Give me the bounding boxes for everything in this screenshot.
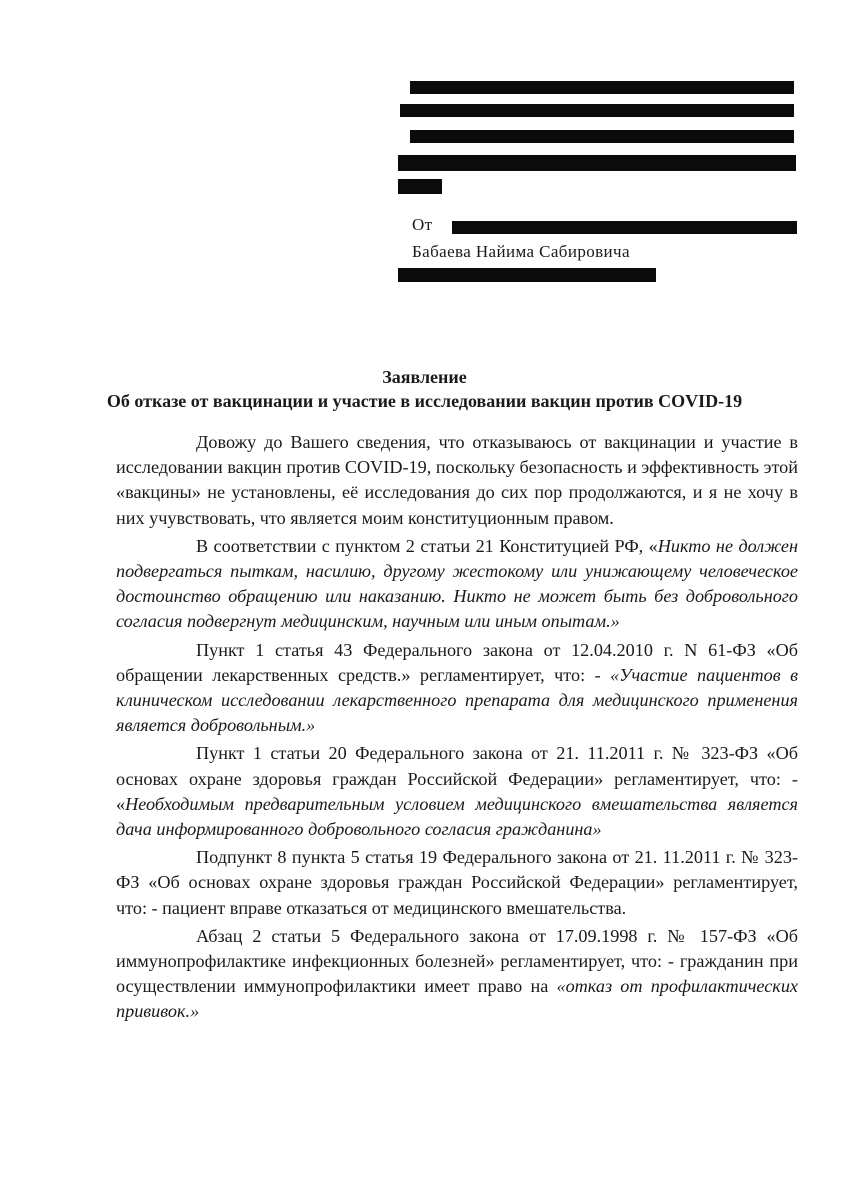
paragraph-quote: «Участие пациентов в клиническом исследовании лекарственного препарата для медицинского применения является добровольным.»: [116, 664, 798, 736]
document-subtitle: Об отказе от вакцинации и участие в исследовании вакцин против COVID-19: [106, 391, 743, 411]
redaction-bar: [410, 130, 794, 143]
document-title: Заявление: [382, 367, 467, 387]
redaction-bar: [398, 179, 442, 194]
from-line: [412, 215, 433, 235]
paragraph-text: Пункт 1 статья 43 Федерального закона от 12.04.2010 г. N 61-ФЗ «Об обращении лекарственных средств.» регламентирует, что: -: [116, 639, 798, 685]
paragraph-text: Абзац 2 статьи 5 Федерального закона от 17.09.1998 г. № 157-ФЗ «Об иммунопрофилактике инфекционных болезней» регламентирует, что: - гражданин при осуществлении иммунопрофилактики имеет право на: [116, 925, 798, 997]
redaction-bar: [400, 104, 794, 117]
sender-name: Бабаева Найима Сабировича: [412, 242, 630, 261]
paragraph-text: Пункт 1 статьи 20 Федерального закона от 21. 11.2011 г. № 323-ФЗ «Об основах охране здоровья граждан Российской Федерации» регламентирует, что: - «: [116, 743, 798, 814]
paragraph: [116, 638, 798, 739]
paragraph: [116, 741, 798, 842]
paragraph: [116, 430, 798, 531]
redaction-bar: [410, 81, 794, 94]
paragraph-quote: «отказ от профилактических прививок.»: [116, 976, 798, 1022]
paragraph-quote: Никто не должен подвергаться пыткам, насилию, другому жестокому или унижающему человеческое достоинство обращению или наказанию. Никто не может быть без добровольного согласия подвергнут медицинским, научным или иным опытам.»: [116, 535, 798, 632]
paragraph-quote: Необходимым предварительным условием медицинского вмешательства является дача информированного добровольного согласия гражданина»: [116, 793, 798, 840]
redaction-bar: [452, 221, 797, 234]
paragraph-text: Подпункт 8 пункта 5 статья 19 Федерального закона от 21. 11.2011 г. № 323-ФЗ «Об основах охране здоровья граждан Российской Федерации» регламентирует, что: - пациент вправе отказаться от медицинского вмешательства.: [116, 847, 798, 918]
paragraph: [116, 924, 798, 1025]
paragraph: [116, 534, 798, 635]
from-label: От: [412, 215, 433, 234]
redaction-bar: [398, 268, 656, 282]
paragraph-text: Довожу до Вашего сведения, что отказываюсь от вакцинации и участие в исследовании вакцин против COVID-19, поскольку безопасность и эффективность этой «вакцины» не установлены, её исследования до сих пор продолжаются, и я не хочу в них учувствовать, что является моим конституционным правом.: [116, 432, 798, 528]
redaction-bar: [398, 155, 796, 171]
paragraph-text: В соответствии с пунктом 2 статьи 21 Конституцией РФ, «: [196, 535, 658, 556]
paragraph: [116, 845, 798, 921]
document-body: [116, 430, 798, 1025]
